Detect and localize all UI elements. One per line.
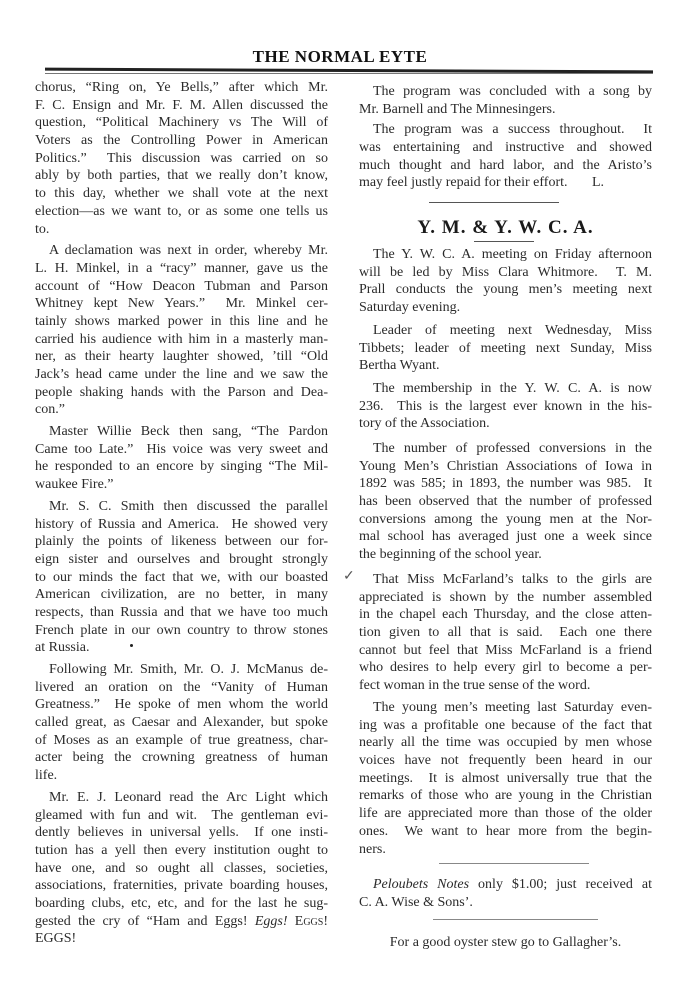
text-line: F. C. Ensign and Mr. F. M. Allen discussed the	[35, 97, 328, 113]
section-divider	[429, 202, 559, 203]
text-line: Mr. Barnell and The Minnesingers.	[359, 101, 556, 117]
text-line	[35, 913, 328, 931]
text-line: mal school has averaged just one a week since	[359, 529, 652, 545]
text-line	[359, 876, 652, 894]
text-line: carried his audience with him in a masterly man-	[35, 331, 328, 347]
text-line: has been observed that the number of professed	[359, 494, 652, 510]
text-line: That Miss McFarland’s talks to the girls are	[373, 572, 652, 587]
peloubets-notice	[359, 876, 652, 911]
text-line: ners.	[359, 841, 386, 857]
text-line: Greatness.” He spoke of men whom the world	[35, 697, 328, 713]
paragraph	[35, 661, 328, 785]
text-line: tainly shows marked power in this line and he	[35, 313, 328, 329]
text-line: tution has a yell then every institution ought to	[35, 842, 328, 858]
heading-underline	[474, 241, 534, 242]
oyster-stew-notice	[359, 934, 652, 952]
paragraph	[359, 380, 652, 433]
text-line: The number of professed conversions in the	[373, 441, 652, 456]
text-line: cannot but feel that Miss McFarland is a friend	[359, 642, 652, 658]
text-line: people shaking hands with the Parson and Dea-	[35, 384, 328, 400]
text-line: conversions among the young men at the Nor-	[359, 511, 652, 527]
mcfarland-paragraph	[359, 571, 652, 695]
text-line: respects, than Russia and that we have too much	[35, 604, 328, 620]
text-line: appreciated is shown by the number assembled	[359, 589, 652, 605]
text-line: dently believes in universal yells. If one insti-	[35, 825, 328, 841]
text-line: Young Men’s Christian Associations of Iowa in	[359, 458, 652, 474]
paragraph	[35, 242, 328, 419]
paragraph	[35, 789, 328, 948]
text-line: election—as we want to, or as some one tells us	[35, 203, 328, 219]
section-heading: Y. M. & Y. W. C. A.	[417, 217, 594, 238]
paragraph	[359, 83, 652, 118]
text-line: American civilization, are no better, in many	[35, 587, 328, 603]
right-column	[359, 0, 652, 1000]
paragraph	[359, 699, 652, 858]
paragraph	[35, 79, 328, 238]
text-line: in the chapel each Thursday, and the close atten-	[359, 607, 652, 623]
text-line: tion given to all that is said. Each one there	[359, 625, 652, 641]
text-line: plainly the points of likeness between our for-	[35, 534, 328, 550]
text-line: voices have not frequently been heard in our	[359, 753, 652, 769]
margin-check-mark: ✓	[343, 569, 355, 584]
text-line: EGGS!	[35, 931, 77, 947]
text-line: eign sister and ourselves and brought strongly	[35, 551, 328, 567]
text-line: Politics.” This discussion was carried on so	[35, 150, 328, 166]
text-line: Jack’s head came under the line and we saw the	[35, 367, 328, 382]
masthead-title: THE NORMAL EYTE	[252, 47, 428, 66]
text-line: The membership in the Y. W. C. A. is now	[373, 381, 652, 396]
text-line: The program was a success throughout. It	[373, 122, 652, 138]
text-line: Leader of meeting next Wednesday, Miss	[373, 323, 652, 338]
text-line: The program was concluded with a song by	[373, 84, 652, 99]
text-line: Bertha Wyant.	[359, 358, 440, 374]
text-line: ner, as their hearty laughter showed, ’till “Old	[35, 349, 328, 365]
italic-text: Eggs!	[254, 913, 288, 929]
text-line: 236. This is the largest ever known in the his-	[359, 398, 652, 414]
text-line: A declamation was next in order, whereby Mr.	[49, 243, 328, 259]
text-line: gleamed with fun and wit. The gentleman evi-	[35, 807, 328, 823]
text-line: Saturday evening.	[359, 300, 461, 316]
text-line: French plate in our own country to throw stones	[35, 622, 328, 638]
text-line: chorus, “Ring on, Ye Bells,” after which Mr.	[35, 80, 328, 95]
italic-text: Peloubets Notes	[373, 877, 470, 892]
text-line: ably by both parties, that we really don’t know,	[35, 168, 328, 184]
conversions-paragraph	[359, 440, 652, 564]
paragraph	[359, 322, 652, 375]
text-line: much thought and hard labor, and the Aristo’s	[359, 157, 652, 173]
program-report	[359, 83, 652, 195]
text-line: tory of the Association.	[359, 416, 490, 432]
text-line: was entertaining and instructive and showed	[359, 140, 652, 156]
text-line: For a good oyster stew go to Gallagher’s.	[389, 935, 622, 950]
membership-paragraph	[359, 380, 652, 433]
text-line: meetings. It is almost universally true that the	[359, 770, 652, 786]
text-line: Voters as the Controlling Power in American	[35, 133, 328, 149]
text-line: will be led by Miss Clara Whitmore. T. M.	[359, 264, 652, 280]
paragraph	[359, 440, 652, 564]
text-line: acter being the crowning greatness of human	[35, 750, 328, 766]
text-line: who desires to help every girl to become a per-	[359, 660, 652, 676]
text-line: ones. We want to hear more from the begin-	[359, 823, 652, 839]
text-line: Following Mr. Smith, Mr. O. J. McManus de-	[49, 662, 328, 677]
paragraph	[359, 876, 652, 911]
text-line: to this day, whether we shall vote at the next	[35, 186, 328, 202]
text-line: ing was a profitable one because of the fact that	[359, 717, 652, 733]
text-line: C. A. Wise & Sons’.	[359, 894, 473, 910]
text-line: associations, fraternities, private boarding houses,	[35, 878, 328, 894]
text-line: have one, and so ought all classes, societies,	[35, 860, 328, 876]
text-line: fect woman in the true sense of the word.	[359, 678, 591, 694]
text-segment: only $1.00; just received at	[469, 877, 652, 892]
text-line: to.	[35, 221, 50, 237]
text-line: Whitney kept New Years.” Mr. Minkel cer-	[35, 296, 328, 312]
text-line: Tibbets; leader of meeting next Sunday, Miss	[359, 340, 652, 356]
text-line: 1892 was 585; in 1893, the number was 985. It	[359, 476, 652, 492]
text-line: waukee Fire.”	[35, 477, 114, 493]
text-line: remarks of those who are young in the Christian	[359, 788, 652, 804]
notice-divider	[439, 863, 589, 864]
paragraph	[359, 571, 652, 695]
text-line: livered an oration on the “Vanity of Human	[35, 679, 328, 695]
text-line: Mr. E. J. Leonard read the Arc Light which	[49, 789, 328, 805]
paragraph	[35, 423, 328, 494]
notice-divider	[433, 919, 598, 920]
text-line: may feel justly repaid for their effort. L.	[359, 175, 605, 191]
paragraph	[35, 498, 328, 657]
text-segment: gested the cry of “Ham and Eggs!	[35, 913, 255, 929]
text-line: Came too Late.” His voice was very sweet and	[35, 441, 328, 457]
text-line: question, “Political Machinery vs The Will of	[35, 115, 328, 131]
paragraph	[359, 246, 652, 317]
small-caps-text: Eggs!	[287, 913, 329, 929]
text-line: to our minds the fact that we, with our boasted	[35, 569, 328, 585]
left-column	[35, 79, 328, 952]
text-line: Master Willie Beck then sang, “The Pardon	[49, 424, 328, 440]
text-line: life.	[35, 768, 58, 784]
text-line: Prall conducts the young men’s meeting next	[359, 282, 652, 298]
paragraph	[359, 934, 652, 952]
text-line: nearly all the time was occupied by men whose	[359, 735, 652, 751]
text-line: called great, as Caesar and Alexander, but spoke	[35, 715, 328, 731]
text-line: L. H. Minkel, in a “racy” manner, gave us the	[35, 260, 328, 276]
paragraph	[359, 121, 652, 192]
text-line: at Russia.	[35, 640, 90, 656]
leaders-paragraph	[359, 322, 652, 375]
text-line: life are appreciated more than those of the older	[359, 806, 652, 822]
text-line: he responded to an encore by singing “The Mil-	[35, 459, 328, 475]
text-line: history of Russia and America. He showed very	[35, 516, 328, 532]
text-line: of Moses as an example of true greatness, char-	[35, 732, 328, 748]
text-line: con.”	[35, 402, 65, 418]
text-line: The Y. W. C. A. meeting on Friday afternoon	[373, 247, 652, 262]
text-line: account of “How Deacon Tubman and Parson	[35, 278, 328, 294]
young-mens-meeting-paragraph	[359, 699, 652, 858]
text-line: the beginning of the school year.	[359, 547, 542, 563]
ink-speck	[130, 644, 133, 647]
text-line: The young men’s meeting last Saturday even-	[373, 700, 652, 715]
text-line: boarding clubs, etc, etc, and for the last he sug-	[35, 895, 328, 911]
ywca-meeting-paragraph	[359, 246, 652, 317]
text-line: Mr. S. C. Smith then discussed the parallel	[49, 498, 328, 514]
